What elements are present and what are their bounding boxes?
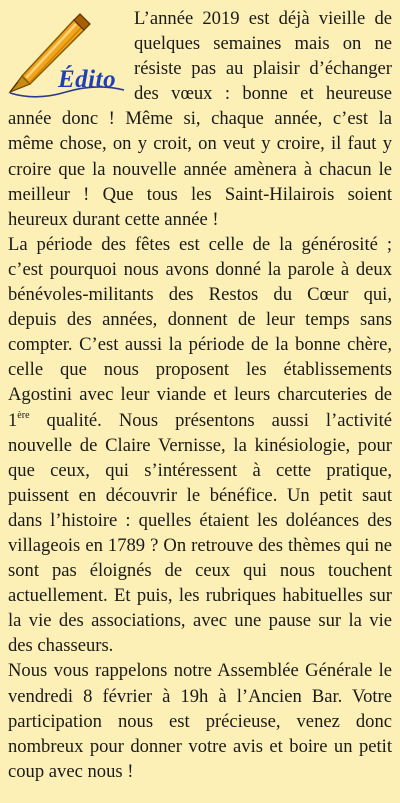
paragraph-contents-text-a: La période des fêtes est celle de la générosité ; c’est pourquoi nous avons donné la parole à deux bénévoles-militants des Restos du Cœur qui, depuis des années, donnent de leur temps sans compter. C’est aussi la période de la bonne chère, celle que nous proposent les établissements Agostini avec leur viande et leurs charcuteries de 1 — [8, 233, 392, 431]
edito-header — [6, 6, 130, 98]
paragraph-contents — [8, 232, 392, 659]
edito-title: Édito — [58, 66, 117, 93]
ordinal-suffix: ère — [17, 409, 30, 421]
paragraph-assembly-text: Nous vous rappelons notre Assemblée Générale le vendredi 8 février à 19h à l’Ancien Bar. Votre participation nous est précieuse, venez donc nombreux pour donner votre avis et boire un petit coup avec nous ! — [8, 660, 392, 782]
paragraph-contents-text-b: qualité. Nous présentons aussi l’activité nouvelle de Claire Vernisse, la kinésiologie, pour que ceux, qui s’intéressent à cette pratique, puissent en découvrir le bénéfice. Un petit saut dans l’histoire : quelles étaient les doléances des villageois en 1789 ? On retrouve des thèmes qui ne sont pas éloignés de ceux qui nous touchent actuellement. Et puis, les rubriques habituelles sur la vie des associations, avec une pause sur la vie des chasseurs. — [8, 409, 392, 657]
paragraph-assembly — [8, 658, 392, 783]
paragraph-intro-text: L’année 2019 est déjà vieille de quelques semaines mais on ne résiste pas au plaisir d’échanger des vœux : bonne et heureuse année donc ! Même si, chaque année, c’est la même chose, on y croit, on veut y croire, il faut y croire que la nouvelle année amènera à chacun le meilleur ! Que tous les Saint-Hilairois soient heureux durant cette année ! — [8, 8, 392, 230]
